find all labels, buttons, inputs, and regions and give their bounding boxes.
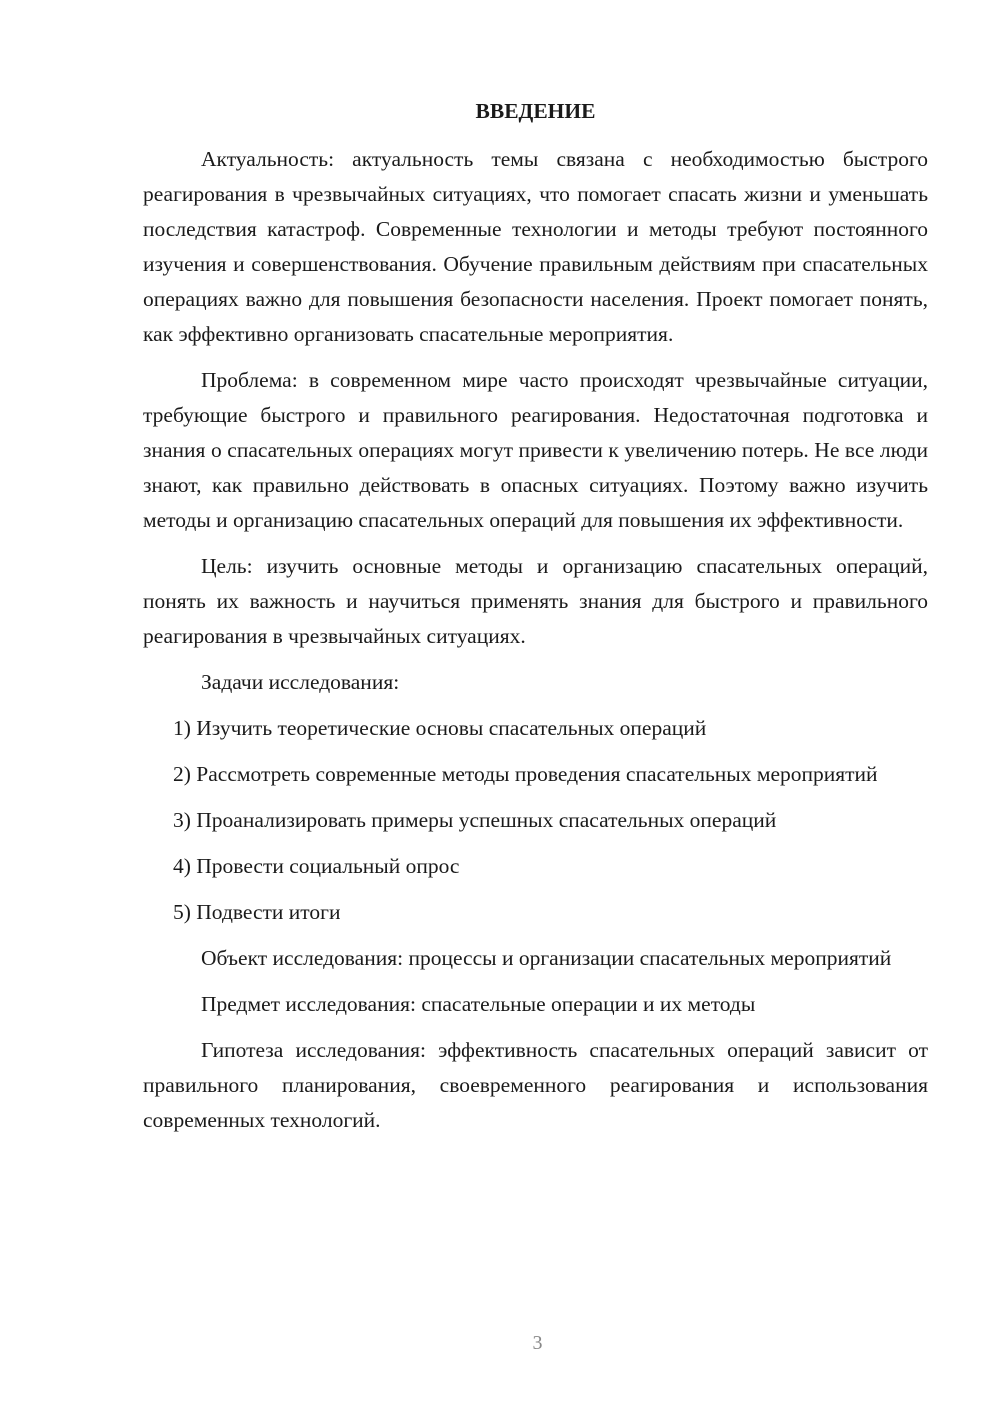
hypothesis-paragraph: Гипотеза исследования: эффективность спасательных операций зависит от правильного планирования, своевременного реагирования и использования современных технологий.: [143, 1038, 928, 1132]
page-content: [143, 94, 928, 1149]
task-item-1: 1) Изучить теоретические основы спасательных операций: [173, 716, 707, 740]
object-paragraph: Объект исследования: процессы и организации спасательных мероприятий: [201, 946, 892, 970]
task-item-5: 5) Подвести итоги: [173, 900, 341, 924]
problem-paragraph: Проблема: в современном мире часто происходят чрезвычайные ситуации, требующие быстрого и правильного реагирования. Недостаточная подготовка и знания о спасательных операциях могут привести к увеличению потерь. Не все люди знают, как правильно действовать в опасных ситуациях. Поэтому важно изучить методы и организацию спасательных операций для повышения их эффективности.: [143, 368, 928, 532]
task-item-2: 2) Рассмотреть современные методы проведения спасательных мероприятий: [173, 762, 878, 786]
subject-paragraph: Предмет исследования: спасательные операции и их методы: [201, 992, 756, 1016]
tasks-heading: Задачи исследования:: [201, 670, 400, 694]
page-number: 3: [532, 1332, 543, 1354]
task-item-3: 3) Проанализировать примеры успешных спасательных операций: [173, 808, 777, 832]
relevance-paragraph: Актуальность: актуальность темы связана с необходимостью быстрого реагирования в чрезвычайных ситуациях, что помогает спасать жизни и уменьшать последствия катастроф. Современные технологии и методы требуют постоянного изучения и совершенствования. Обучение правильным действиям при спасательных операциях важно для повышения безопасности населения. Проект помогает понять, как эффективно организовать спасательные мероприятия.: [143, 147, 928, 346]
task-item-4: 4) Провести социальный опрос: [173, 854, 460, 878]
goal-paragraph: Цель: изучить основные методы и организацию спасательных операций, понять их важность и научиться применять знания для быстрого и правильного реагирования в чрезвычайных ситуациях.: [143, 554, 928, 648]
page-title: ВВЕДЕНИЕ: [475, 99, 596, 123]
